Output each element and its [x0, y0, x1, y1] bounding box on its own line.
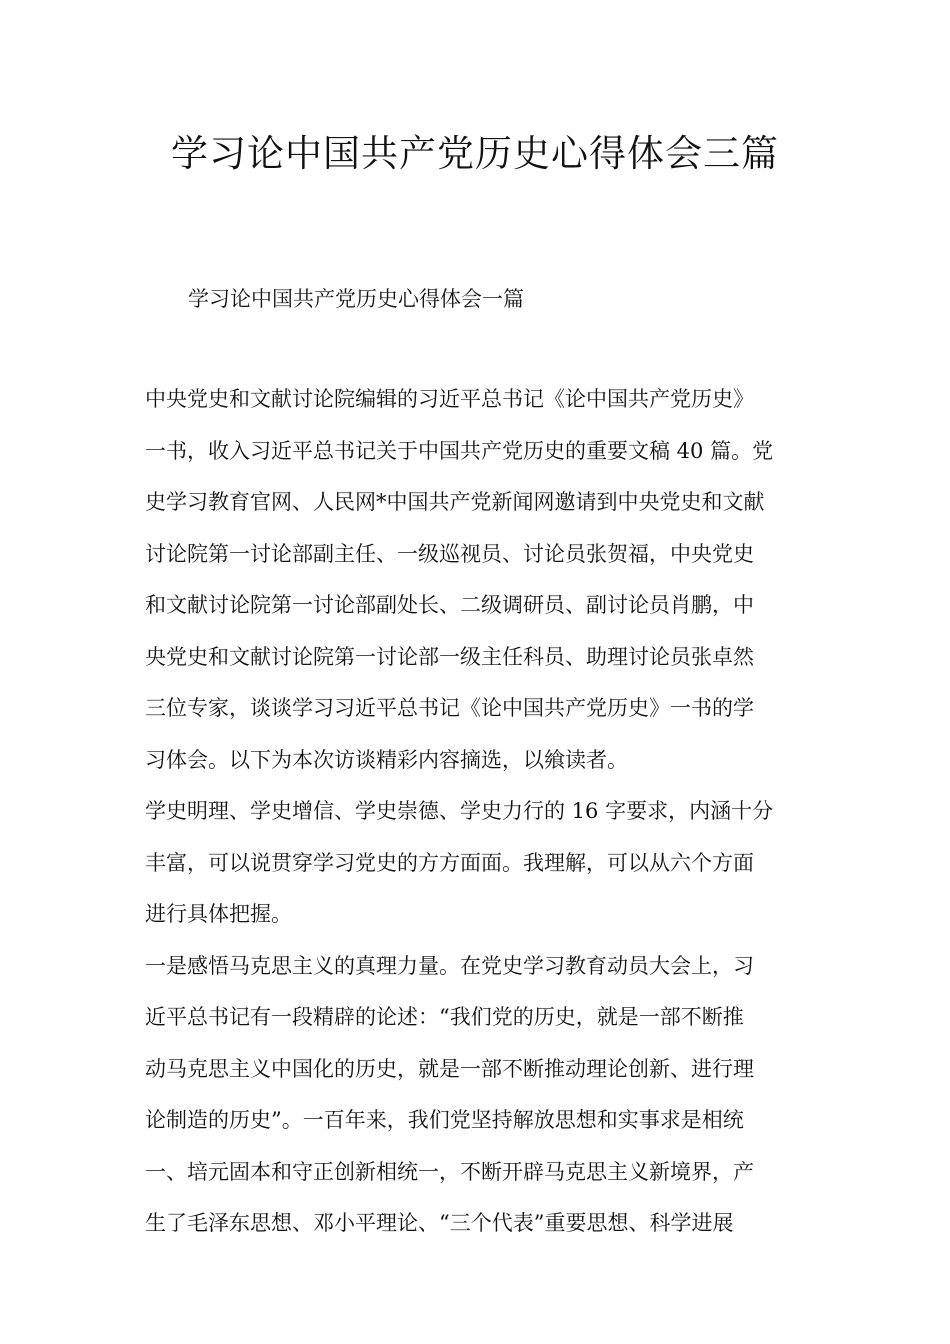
text-line: 学史明理、学史增信、学史崇德、学史力行的 16 字要求，内涵十分 — [145, 799, 774, 823]
text-line: 动马克思主义中国化的历史，就是一部不断推动理论创新、进行理 — [145, 1056, 754, 1081]
section-subheading: 学习论中国共产党历史心得体会一篇 — [188, 287, 524, 311]
text-line: 一是感悟马克思主义的真理力量。在党史学习教育动员大会上，习 — [145, 953, 754, 978]
text-line: 进行具体把握。 — [145, 902, 292, 926]
text-line: 近平总书记有一段精辟的论述：“我们党的历史，就是一部不断推 — [145, 1005, 744, 1029]
text-line: 生了毛泽东思想、邓小平理论、“三个代表”重要思想、科学进展 — [145, 1211, 734, 1235]
text-line: 讨论院第一讨论部副主任、一级巡视员、讨论员张贺福，中央党史 — [145, 541, 754, 566]
text-line: 央党史和文献讨论院第一讨论部一级主任科员、助理讨论员张卓然 — [145, 644, 754, 669]
text-line: 史学习教育官网、人民网*中国共产党新闻网邀请到中央党史和文献 — [145, 490, 765, 514]
document-title: 学习论中国共产党历史心得体会三篇 — [171, 132, 779, 175]
text-line: 一、培元固本和守正创新相统一，不断开辟马克思主义新境界，产 — [145, 1159, 754, 1184]
text-line: 论制造的历史”。一百年来，我们党坚持解放思想和实事求是相统 — [145, 1108, 744, 1132]
paragraph-requirements — [145, 791, 810, 946]
text-line: 习体会。以下为本次访谈精彩内容摘选，以飨读者。 — [145, 747, 628, 772]
text-line: 中央党史和文献讨论院编辑的习近平总书记《论中国共产党历史》 — [145, 387, 754, 411]
text-line: 一书，收入习近平总书记关于中国共产党历史的重要文稿 40 篇。党 — [145, 438, 774, 463]
text-line: 和文献讨论院第一讨论部副处长、二级调研员、副讨论员肖鹏，中 — [145, 593, 754, 617]
document-body — [145, 379, 810, 1255]
paragraph-point-one — [145, 946, 810, 1255]
text-line: 三位专家，谈谈学习习近平总书记《论中国共产党历史》一书的学 — [145, 696, 754, 720]
paragraph-intro — [145, 379, 810, 791]
text-line: 丰富，可以说贯穿学习党史的方方面面。我理解，可以从六个方面 — [145, 850, 754, 875]
